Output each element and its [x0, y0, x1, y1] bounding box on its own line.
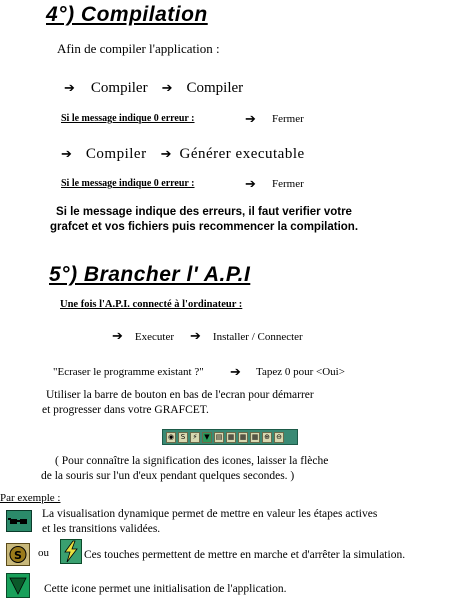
section-5-title: 5°) Brancher l' A.P.I — [49, 263, 251, 286]
close-label-1: Fermer — [272, 113, 304, 125]
stop-icon: ⚡ — [190, 432, 200, 443]
zoom-out-icon: ⊖ — [274, 432, 284, 443]
close-label-2: Fermer — [272, 178, 304, 190]
toolbar-instruction-line1: Utiliser la barre de bouton en bas de l'ecran pour démarrer — [46, 389, 314, 401]
menu-install-connect: Installer / Connecter — [212, 331, 303, 343]
menu-compiler: Compiler — [90, 80, 148, 96]
zoom-in-icon: ⊕ — [262, 432, 272, 443]
execute-install-step — [112, 327, 303, 345]
start-simulation-icon — [6, 543, 30, 566]
compile-intro: Afin de compiler l'application : — [57, 41, 220, 56]
init-icon: ▼ — [202, 432, 212, 443]
section-4-title: 4°) Compilation — [46, 3, 208, 26]
menu-compiler: Compiler — [85, 146, 147, 162]
grid-icon-3: ▦ — [251, 432, 259, 441]
glasses-icon — [6, 510, 32, 532]
arrow-icon: ➔ — [245, 176, 256, 191]
svg-text:S: S — [14, 549, 22, 562]
compile-warning: Si le message indique des erreurs, il faut verifier votre grafcet et vos fichiers puis recommencer la compilation. — [49, 206, 359, 233]
overwrite-prompt: "Ecraser le programme existant ?" — [53, 366, 204, 378]
arrow-icon: ➔ — [230, 364, 241, 379]
toolbar-instruction-line2: et progresser dans votre GRAFCET. — [42, 404, 209, 416]
tooltip-instruction-line1: ( Pour connaître la signification des icones, laisser la flèche — [55, 455, 329, 467]
dynamic-view-line2: et les transitions validées. — [42, 523, 161, 535]
simulation-toolbar — [162, 429, 298, 445]
glasses-icon: ◉ — [167, 432, 175, 441]
arrow-icon: ➔ — [245, 111, 256, 126]
menu-compiler-sub: Compiler — [186, 80, 244, 96]
start-icon: S — [178, 432, 188, 443]
menu-execute: Executer — [134, 331, 174, 343]
arrow-icon: ➔ — [161, 80, 173, 95]
step-icon: ▤ — [215, 432, 223, 441]
examples-heading: Par exemple : — [0, 492, 61, 504]
lightning-icon — [60, 539, 82, 564]
compile-step-1 — [64, 79, 243, 97]
compile-note-2: Si le message indique 0 erreur : — [61, 178, 195, 189]
arrow-icon: ➔ — [190, 328, 201, 343]
grid-icon-2: ▦ — [239, 432, 247, 441]
arrow-icon: ➔ — [61, 146, 72, 161]
or-label: ou — [38, 547, 49, 559]
init-description: Cette icone permet une initialisation de l'application. — [44, 583, 287, 595]
arrow-icon: ➔ — [112, 328, 123, 343]
compile-note-1: Si le message indique 0 erreur : — [61, 113, 195, 124]
dynamic-view-line1: La visualisation dynamique permet de mettre en valeur les étapes actives — [42, 508, 378, 520]
grid-icon: ▦ — [227, 432, 235, 441]
tooltip-instruction-line2: de la souris sur l'un d'eux pendant quelques secondes. ) — [41, 470, 295, 482]
start-stop-description: Ces touches permettent de mettre en marche et d'arrêter la simulation. — [84, 549, 406, 561]
arrow-icon: ➔ — [64, 80, 75, 95]
compile-step-2 — [61, 145, 305, 163]
init-icon — [6, 573, 30, 598]
type-zero-instruction: Tapez 0 pour <Oui> — [256, 366, 345, 378]
menu-generate-executable: Générer executable — [179, 146, 305, 162]
api-connected-note: Une fois l'A.P.I. connecté à l'ordinateur : — [60, 299, 243, 310]
arrow-icon: ➔ — [160, 146, 172, 161]
